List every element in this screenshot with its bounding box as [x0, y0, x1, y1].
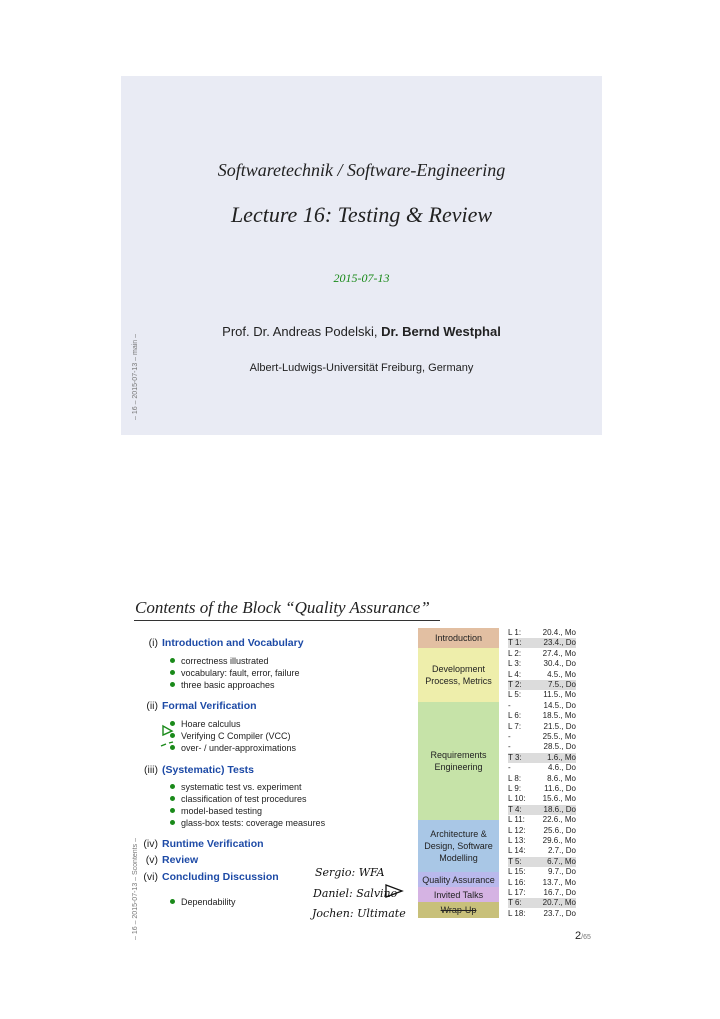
schedule-label: L 2:	[508, 648, 522, 658]
schedule-row	[508, 763, 576, 773]
schedule-row	[508, 805, 576, 815]
lecture-title: Lecture 16: Testing & Review	[230, 202, 493, 227]
schedule-row	[508, 857, 576, 867]
schedule-label: L 9:	[508, 784, 522, 793]
bullet-dot	[170, 796, 175, 801]
schedule-date: 30.4., Do	[543, 659, 576, 669]
bullet-dot	[170, 670, 175, 675]
pen-arrow-mark	[384, 883, 406, 899]
schedule-label: -	[508, 763, 511, 773]
schedule-row	[508, 753, 576, 763]
block-band	[418, 628, 499, 648]
author-1: Prof. Dr. Andreas Podelski,	[222, 324, 378, 339]
section-title: Introduction and Vocabulary	[162, 637, 304, 649]
schedule-row	[508, 774, 576, 784]
schedule-label: -	[508, 700, 511, 710]
schedule-label: T 1:	[508, 638, 522, 648]
schedule-row	[508, 878, 576, 888]
block-band-label: Invited Talks	[433, 889, 484, 900]
section-item-text: systematic test vs. experiment	[181, 782, 302, 792]
schedule-date: 16.7., Do	[543, 888, 576, 897]
section-item-text: Dependability	[181, 897, 236, 907]
schedule-date: 1.6., Mo	[547, 752, 576, 762]
section-item-text: three basic approaches	[181, 680, 275, 690]
schedule-row	[508, 909, 576, 919]
section-item	[170, 794, 307, 804]
section-item-text: Hoare calculus	[181, 719, 241, 729]
title-rule	[134, 620, 440, 621]
section-item-text: glass-box tests: coverage measures	[181, 818, 326, 828]
schedule-label: L 17:	[508, 888, 526, 897]
block-band-label: Introduction	[434, 633, 483, 643]
section-heading	[132, 871, 279, 883]
schedule-date: 22.6., Mo	[542, 815, 576, 825]
schedule-row	[508, 722, 576, 732]
section-title: Runtime Verification	[162, 838, 264, 850]
section-item-text: over- / under-approximations	[181, 743, 297, 753]
schedule-row	[508, 888, 576, 898]
block-band	[418, 820, 499, 872]
schedule-row	[508, 898, 576, 908]
section-heading	[132, 637, 304, 649]
section-number: (i)	[148, 637, 158, 649]
schedule-date: 4.5., Mo	[547, 669, 576, 679]
schedule-label: L 5:	[508, 690, 522, 700]
section-number: (v)	[145, 854, 158, 866]
schedule-row	[508, 867, 576, 877]
section-title: (Systematic) Tests	[162, 764, 255, 776]
pen-arrow-marks	[160, 722, 180, 752]
block-band	[418, 872, 499, 887]
section-number: (ii)	[146, 700, 158, 712]
schedule-row	[508, 846, 576, 856]
schedule-date: 23.4., Do	[543, 638, 576, 648]
block-band	[418, 648, 499, 702]
slide1-side-label: – 16 – 2015-07-13 – main –	[132, 333, 139, 420]
schedule-row	[508, 649, 576, 659]
handwritten-note-3: Jochen: Ultimate	[312, 907, 406, 920]
schedule-label: -	[508, 732, 511, 741]
schedule-row	[508, 659, 576, 669]
section-title: Review	[162, 854, 199, 866]
schedule-date: 11.6., Do	[544, 784, 576, 793]
section-item-text: vocabulary: fault, error, failure	[181, 668, 300, 678]
schedule-label: T 3:	[508, 752, 522, 762]
bullet-dot	[170, 784, 175, 789]
schedule-label: T 4:	[508, 804, 522, 814]
slide2-side-label: – 16 – 2015-07-13 – Scontents –	[132, 838, 139, 940]
schedule-label: L 7:	[508, 721, 522, 731]
block-band-label: Wrap-Up	[440, 905, 477, 915]
handwritten-note-2: Daniel: Salvino	[313, 887, 398, 900]
schedule-label: L 15:	[508, 867, 526, 877]
schedule-row	[508, 690, 576, 700]
block-band	[418, 702, 499, 820]
schedule-date: 11.5., Mo	[543, 690, 576, 700]
block-band-label: Development Process, Metrics	[425, 664, 492, 686]
section-item	[170, 818, 325, 828]
section-number: (iv)	[143, 838, 158, 850]
schedule-date: 20.4., Mo	[542, 628, 576, 637]
schedule-row	[508, 826, 576, 836]
schedule-date: 2.7., Do	[547, 846, 576, 856]
block-band	[418, 887, 499, 902]
section-number: (iii)	[144, 764, 158, 776]
schedule-date: 28.5., Do	[543, 742, 576, 752]
section-item	[170, 656, 269, 666]
bullet-dot	[170, 682, 175, 687]
schedule-label: T 2:	[508, 680, 522, 689]
schedule-row	[508, 638, 576, 648]
lecture-date: 2015-07-13	[333, 271, 390, 285]
section-heading	[132, 854, 198, 866]
section-item	[170, 719, 241, 729]
schedule-label: L 12:	[508, 825, 526, 835]
section-number: (vi)	[143, 871, 158, 883]
schedule-date: 13.7., Mo	[542, 877, 576, 887]
handwritten-note-1: Sergio: WFA	[315, 866, 385, 879]
schedule-label: L 4:	[508, 669, 522, 679]
schedule-row	[508, 742, 576, 752]
schedule-label: L 8:	[508, 773, 522, 783]
schedule-label: -	[508, 742, 511, 752]
section-heading	[132, 764, 254, 776]
schedule-label: L 3:	[508, 659, 522, 669]
schedule-date: 18.5., Mo	[542, 711, 576, 721]
schedule-label: L 18:	[508, 908, 526, 918]
schedule-date: 7.5., Do	[547, 680, 576, 689]
section-item	[170, 731, 291, 741]
schedule-row	[508, 711, 576, 721]
institution: Albert-Ludwigs-Universität Freiburg, Germany	[249, 362, 474, 374]
schedule-row	[508, 680, 576, 690]
author-2: Dr. Bernd Westphal	[381, 324, 501, 339]
schedule-label: L 13:	[508, 836, 526, 845]
schedule-label: T 5:	[508, 856, 522, 866]
section-title: Formal Verification	[162, 700, 257, 712]
schedule-date: 6.7., Mo	[547, 856, 576, 866]
schedule-row	[508, 628, 576, 638]
block-band-label: Quality Assurance	[422, 874, 495, 885]
schedule-label: L 10:	[508, 794, 526, 804]
contents-title: Contents of the Block “Quality Assurance”	[135, 598, 430, 617]
schedule-date: 25.5., Mo	[542, 732, 576, 741]
section-item-text: classification of test procedures	[181, 794, 307, 804]
section-heading	[132, 700, 257, 712]
section-item	[170, 680, 275, 690]
schedule-row	[508, 815, 576, 825]
bullet-dot	[170, 808, 175, 813]
schedule-row	[508, 701, 576, 711]
section-item-text: model-based testing	[181, 806, 263, 816]
block-band	[418, 902, 499, 918]
block-band-label: Architecture & Design, Software Modelling	[424, 829, 493, 863]
schedule-date: 27.4., Mo	[542, 648, 576, 658]
bullet-dot	[170, 658, 175, 663]
section-item-text: Verifying C Compiler (VCC)	[181, 731, 291, 741]
schedule-row	[508, 784, 576, 794]
schedule-row	[508, 836, 576, 846]
section-item	[170, 897, 236, 907]
section-heading	[132, 838, 264, 850]
authors	[121, 324, 602, 339]
schedule-date: 20.7., Mo	[542, 898, 576, 908]
section-item	[170, 782, 302, 792]
block-band-label: Requirements Engineering	[430, 750, 487, 772]
bullet-dot	[170, 899, 175, 904]
schedule-label: L 1:	[508, 628, 522, 637]
section-item	[170, 668, 300, 678]
section-item	[170, 806, 262, 816]
schedule-date: 25.6., Do	[543, 825, 576, 835]
schedule-label: L 6:	[508, 711, 522, 721]
section-item-text: correctness illustrated	[181, 656, 269, 666]
schedule-date: 9.7., Do	[547, 867, 576, 877]
schedule-date: 29.6., Mo	[542, 836, 576, 845]
schedule-label: L 16:	[508, 877, 526, 887]
schedule-row	[508, 794, 576, 804]
schedule-date: 15.6., Mo	[542, 794, 576, 804]
schedule-date: 14.5., Do	[543, 700, 576, 710]
schedule-row	[508, 670, 576, 680]
bullet-dot	[170, 820, 175, 825]
schedule-row	[508, 732, 576, 742]
schedule-date: 21.5., Do	[543, 721, 576, 731]
section-title: Concluding Discussion	[162, 871, 279, 883]
schedule-label: T 6:	[508, 898, 522, 908]
schedule-date: 8.6., Mo	[547, 773, 576, 783]
course-title: Softwaretechnik / Software-Engineering	[217, 160, 506, 180]
schedule-label: L 11:	[508, 815, 525, 825]
schedule-date: 23.7., Do	[543, 908, 576, 918]
page-number: 2/65	[575, 930, 591, 942]
title-slide	[121, 76, 602, 435]
schedule-date: 18.6., Do	[543, 804, 576, 814]
schedule-label: L 14:	[508, 846, 526, 856]
section-item	[170, 743, 296, 753]
schedule-date: 4.6., Do	[547, 763, 576, 773]
